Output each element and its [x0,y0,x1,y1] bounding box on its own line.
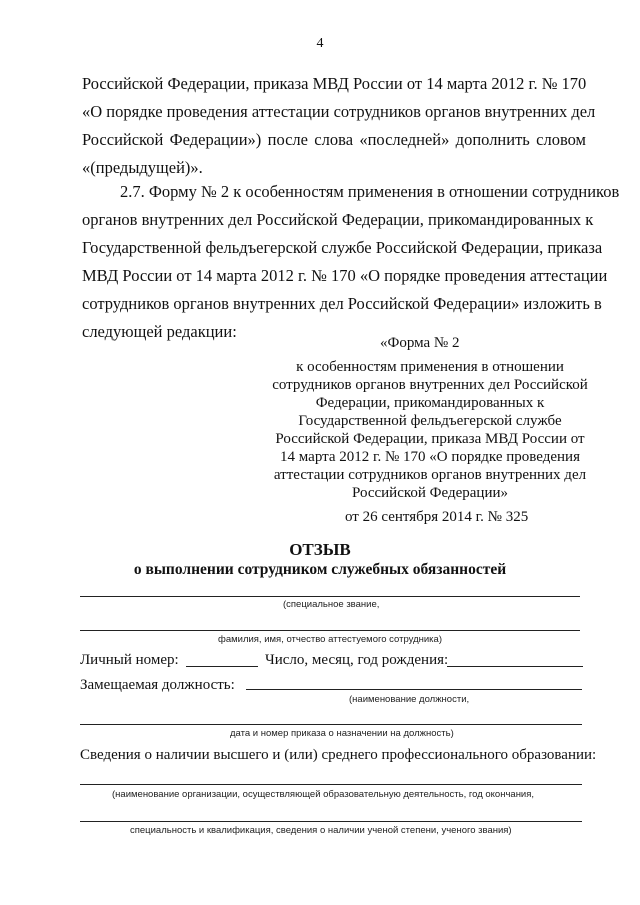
form-annotation [270,358,590,502]
text-line: следующей редакции: [82,322,237,341]
text-line: сотрудников органов внутренних дел Российской Федерации» изложить в [82,294,602,313]
form-label: «Форма № 2 [380,335,460,351]
birth-date-label: Число, месяц, год рождения: [265,652,449,668]
position-field[interactable] [246,689,582,690]
text-line: Российской Федерации») после слова «последней» дополнить словом [82,130,586,149]
document-subtitle: о выполнении сотрудником служебных обязанностей [133,561,507,578]
order-caption: дата и номер приказа о назначении на должность) [230,728,454,739]
text-line: Государственной фельдъегерской службе Российской Федерации, приказа [82,238,603,257]
personal-number-label: Личный номер: [80,652,179,668]
item-paragraph [82,178,620,346]
text-line: «(предыдущей)». [82,158,203,177]
order-line [80,724,582,725]
annotation-line: Государственной фельдъегерской службе [298,413,562,429]
text-line: «О порядке проведения аттестации сотрудников органов внутренних дел [82,102,596,121]
annotation-line: Российской Федерации» [351,485,508,501]
name-line [80,630,580,631]
education-label: Сведения о наличии высшего и (или) среднего профессионального образовании: [80,747,597,763]
rank-caption: (специальное звание, [283,599,380,610]
form-date: от 26 сентября 2014 г. № 325 [345,509,529,525]
organization-caption: (наименование организации, осуществляющей образовательную деятельность, год окончания, [112,789,535,800]
annotation-line: 14 марта 2012 г. № 170 «О порядке проведения [280,449,580,465]
position-label: Замещаемая должность: [80,677,235,693]
personal-number-field[interactable] [186,666,258,667]
annotation-line: Федерации, прикомандированных к [315,395,545,411]
annotation-line: к особенностям применения в отношении [296,359,564,375]
annotation-line: сотрудников органов внутренних дел Российской [272,377,588,393]
rank-line [80,596,580,597]
specialty-line [80,821,582,822]
annotation-line: аттестации сотрудников органов внутренних дел [273,467,587,483]
name-caption: фамилия, имя, отчество аттестуемого сотрудника) [218,634,442,645]
specialty-caption: специальность и квалификация, сведения о наличии ученой степени, ученого звания) [130,825,512,836]
document-title: ОТЗЫВ [289,540,351,559]
page-number: 4 [316,36,324,51]
text-line: Российской Федерации, приказа МВД России от 14 марта 2012 г. № 170 [82,74,587,93]
text-line: 2.7. Форму № 2 к особенностям применения в отношении сотрудников [120,182,620,201]
intro-paragraph [82,70,596,182]
position-caption: (наименование должности, [349,694,470,705]
annotation-line: Российской Федерации, приказа МВД России от [275,431,585,447]
organization-line [80,784,582,785]
birth-date-field[interactable] [447,666,583,667]
text-line: МВД России от 14 марта 2012 г. № 170 «О порядке проведения аттестации [82,266,608,285]
text-line: органов внутренних дел Российской Федерации, прикомандированных к [82,210,594,229]
